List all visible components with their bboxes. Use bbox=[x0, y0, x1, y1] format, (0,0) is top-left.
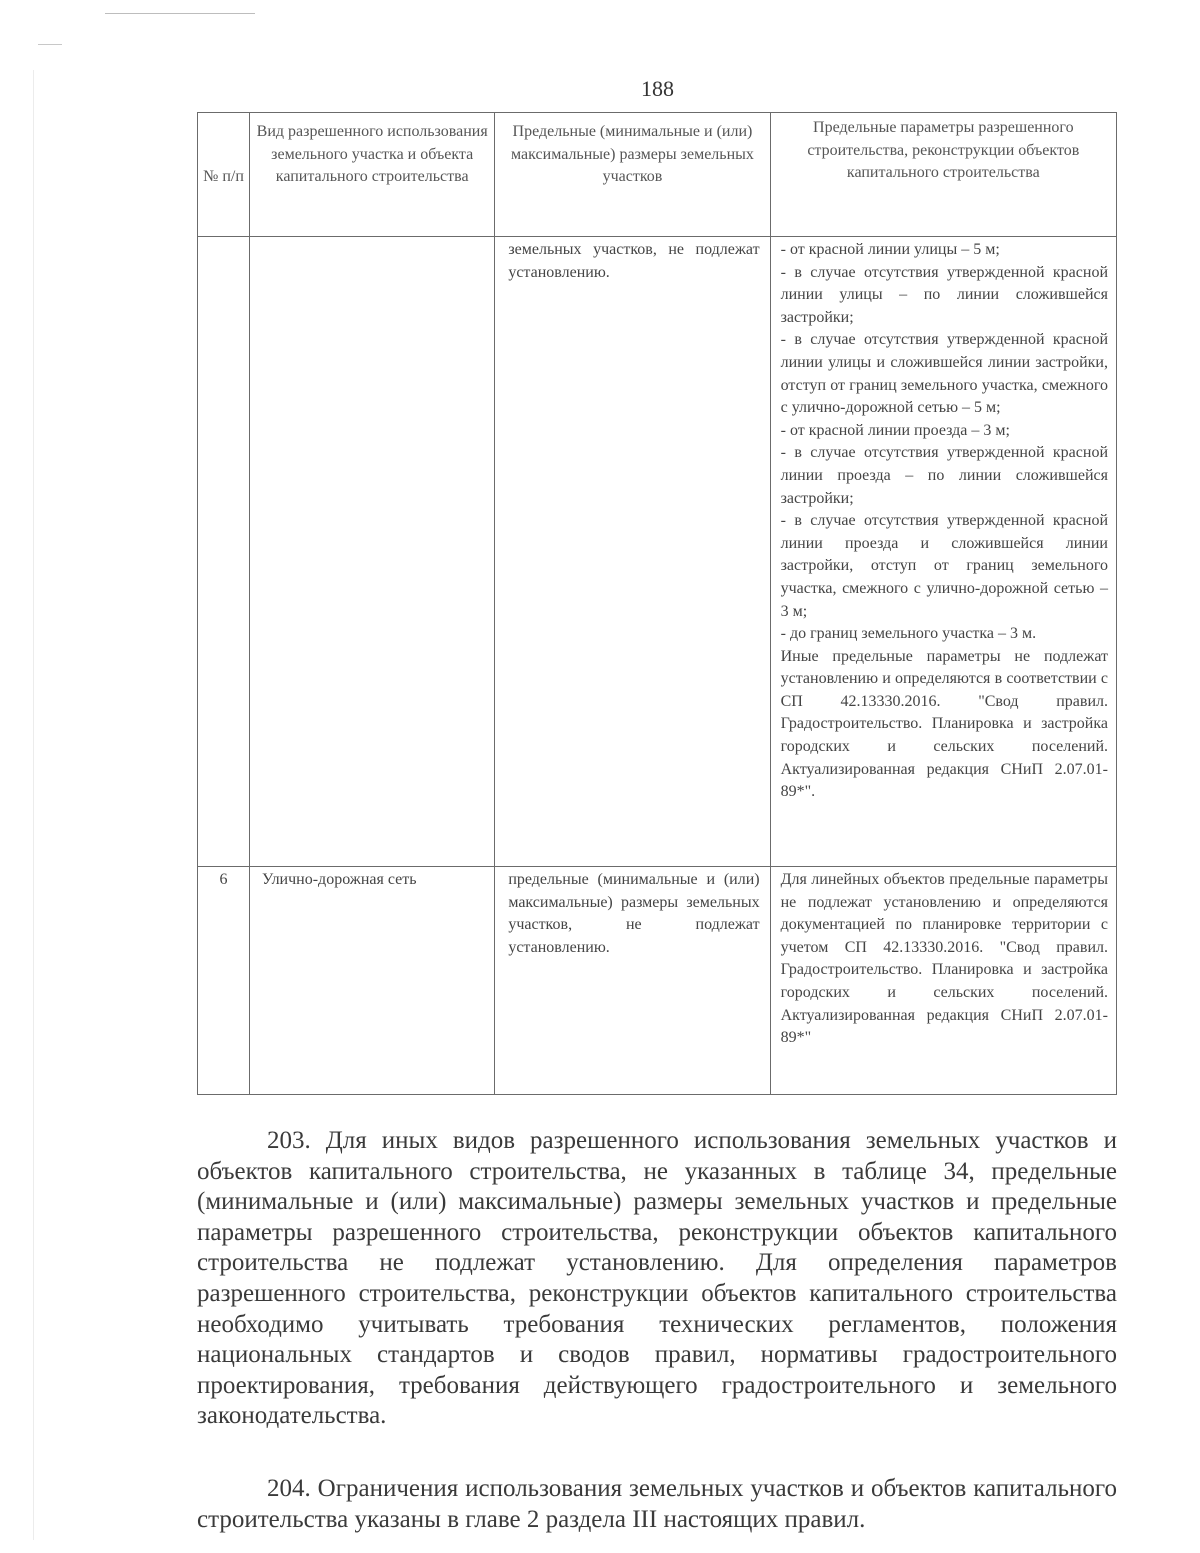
parameter-item: Для линейных объектов предельные параметры не подлежат установлению и определяются документацией по планировке территории с учетом СП 42.13330.2016. "Свод правил. Градостроительство. Планировка и застройка городских и сельских поселений. Актуализированная редакция СНиП 2.07.01-89*" bbox=[780, 871, 1108, 1047]
header-permitted-use: Вид разрешенного использования земельного участка и объекта капитального строительства bbox=[250, 113, 495, 237]
header-number: № п/п bbox=[198, 113, 250, 237]
parameter-item: - в случае отсутствия утвержденной красной линии проезда – по линии сложившейся застройки; bbox=[780, 444, 1108, 507]
parameter-item: - от красной линии улицы – 5 м; bbox=[780, 241, 1000, 258]
cell-number: 6 bbox=[198, 867, 250, 1095]
cell-plot-size-limits bbox=[495, 237, 770, 867]
cell-permitted-use bbox=[250, 237, 495, 867]
header-construction-parameters: Предельные параметры разрешенного строительства, реконструкции объектов капитального строительства bbox=[770, 113, 1116, 237]
land-use-parameters-table bbox=[197, 112, 1117, 1095]
parameter-item: - от красной линии проезда – 3 м; bbox=[780, 421, 1010, 439]
cell-plot-size-limits bbox=[495, 867, 770, 1095]
page-number: 188 bbox=[641, 76, 674, 101]
cell-text: земельных участков, не подлежат установлению. bbox=[508, 241, 760, 281]
table-header-row bbox=[198, 113, 1117, 237]
header-plot-size-limits: Предельные (минимальные и (или) максимальные) размеры земельных участков bbox=[495, 113, 770, 237]
cell-number bbox=[198, 237, 250, 867]
cell-permitted-use: Улично-дорожная сеть bbox=[250, 867, 495, 1095]
cell-text: предельные (минимальные и (или) максимальные) размеры земельных участков, не подлежат установлению. bbox=[508, 871, 760, 956]
paragraph-203: 203. Для иных видов разрешенного использования земельных участков и объектов капитального строительства, не указанных в таблице 34, предельные (минимальные и (или) максимальные) размеры земельных участков и предельные параметры разрешенного строительства, реконструкции объектов капитального строительства не подлежат установлению. Для определения параметров разрешенного строительства, реконструкции объектов капитального строительства необходимо учитывать требования технических регламентов, положения национальных стандартов и сводов правил, нормативы градостроительного проектирования, требования действующего градостроительного и земельного законодательства. bbox=[197, 1127, 1117, 1430]
parameter-item: Иные предельные параметры не подлежат установлению и определяются в соответствии с СП 42.13330.2016. "Свод правил. Градостроительство. Планировка и застройка городских и сельских поселений. Актуализированная редакция СНиП 2.07.01-89*". bbox=[780, 647, 1108, 801]
parameter-item: - в случае отсутствия утвержденной красной линии проезда и сложившейся линии застройки, отступ от границ земельного участка, смежного с улично-дорожной сетью – 3 м; bbox=[780, 512, 1108, 620]
parameter-item: - в случае отсутствия утвержденной красной линии улицы и сложившейся линии застройки, отступ от границ земельного участка, смежного с улично-дорожной сетью – 5 м; bbox=[780, 331, 1108, 417]
cell-construction-parameters bbox=[770, 867, 1116, 1095]
scan-artifact-line bbox=[38, 44, 62, 45]
scan-artifact-line bbox=[105, 13, 255, 14]
paragraph-204: 204. Ограничения использования земельных участков и объектов капитального строительства указаны в главе 2 раздела III настоящих правил. bbox=[197, 1475, 1117, 1533]
scan-page-edge bbox=[33, 70, 34, 1540]
table-row bbox=[198, 867, 1117, 1095]
parameter-item: - до границ земельного участка – 3 м. bbox=[780, 625, 1037, 643]
cell-construction-parameters bbox=[770, 237, 1116, 867]
table-row bbox=[198, 237, 1117, 867]
parameter-item: - в случае отсутствия утвержденной красной линии улицы – по линии сложившейся застройки; bbox=[780, 263, 1108, 326]
